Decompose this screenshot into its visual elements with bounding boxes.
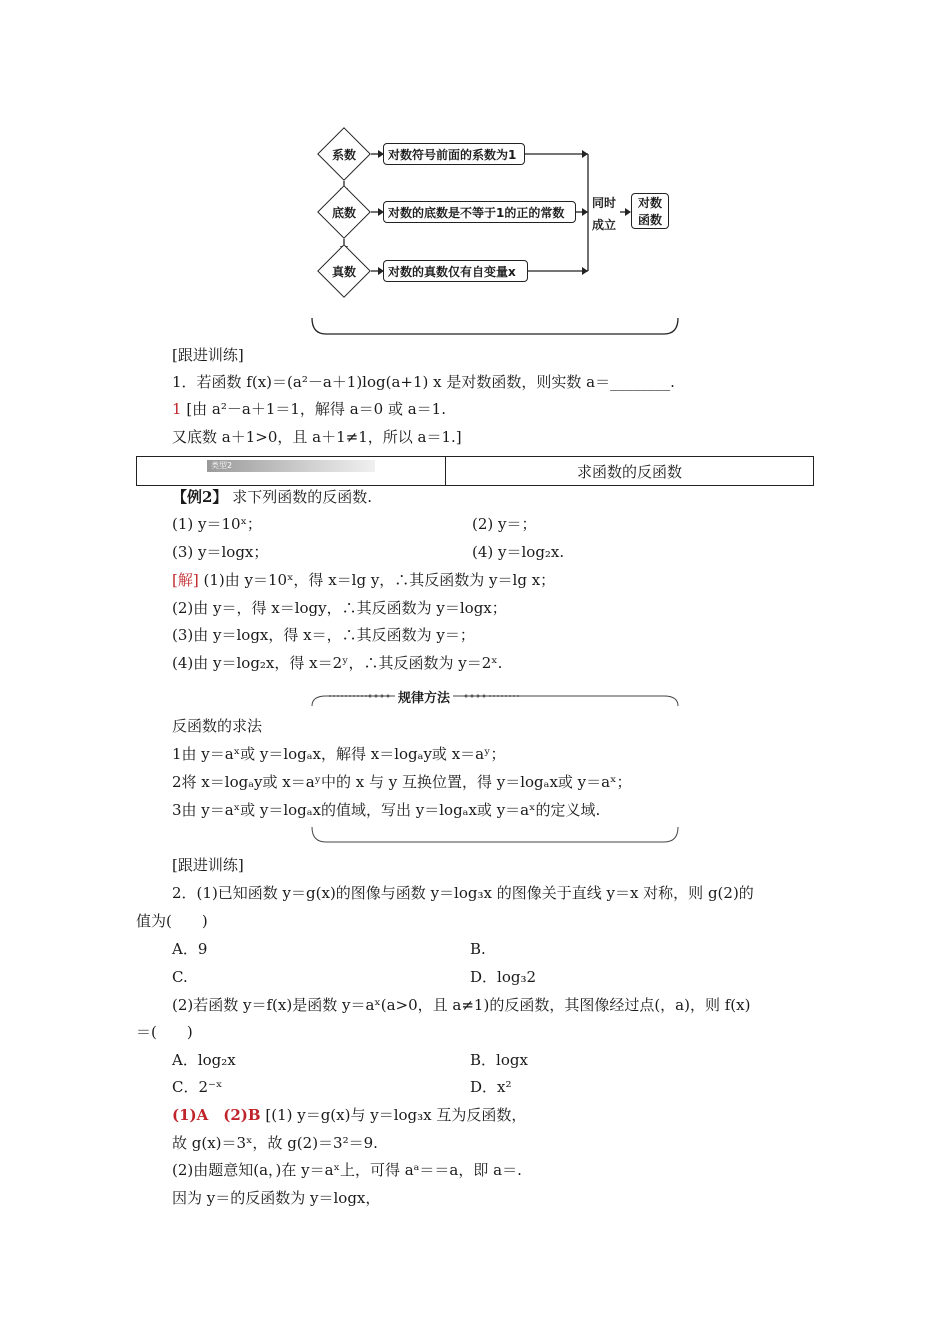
method-step-2: 2将 x＝logₐy或 x＝aʸ中的 x 与 y 互换位置，得 y＝logₐx或 y＝aˣ； (172, 773, 632, 791)
example2-part2: (2) y＝； (472, 515, 537, 533)
example2-part4: (4) y＝log₂x. (472, 543, 565, 561)
example2-label: 【例2】 (172, 488, 228, 506)
option2-c: C．2⁻ˣ (172, 1078, 223, 1096)
example2-prompt: 求下列函数的反函数. (227, 488, 372, 506)
flow-node-label: 底数 (331, 205, 356, 220)
flow-join-label-1: 同时 (592, 196, 617, 210)
flow-condition-1: 对数符号前面的系数为1 (383, 143, 525, 165)
solution-text-1: (1)由 y＝10ˣ，得 x＝lg y，∴其反函数为 y＝lg x； (198, 571, 556, 589)
solution-line3: (3)由 y＝logx，得 x＝，∴其反函数为 y＝； (172, 626, 475, 644)
type-tag: 类型2 (207, 460, 375, 472)
practice2-q1-line1: 2．(1)已知函数 y＝g(x)的图像与函数 y＝log₃x 的图像关于直线 y＝x 对称，则 g(2)的 (172, 884, 754, 902)
option-b: B. (470, 940, 486, 958)
practice1-answer-line2: 又底数 a＋1>0，且 a＋1≠1，所以 a＝1.] (172, 428, 462, 446)
solution-line4: (4)由 y＝log₂x，得 x＝2ʸ，∴其反函数为 y＝2ˣ. (172, 654, 503, 672)
practice2-answer-line2: 故 g(x)＝3ˣ，故 g(2)＝3²＝9. (172, 1134, 378, 1152)
practice2-answer-text: [(1) y＝g(x)与 y＝log₃x 互为反函数， (260, 1106, 527, 1124)
flow-join-label-2: 成立 (592, 218, 617, 232)
practice-header-2: [跟进训练] (172, 856, 244, 874)
example2-part1: (1) y＝10ˣ； (172, 515, 262, 533)
flow-condition-3: 对数的真数仅有自变量x (383, 260, 528, 282)
flow-result-line2: 函数 (637, 213, 662, 227)
option-c: C. (172, 968, 188, 986)
practice2-q2-line1: (2)若函数 y＝f(x)是函数 y＝aˣ(a>0，且 a≠1)的反函数，其图像经过点(，a)，则 f(x) (172, 996, 751, 1014)
practice2-answer-line4: 因为 y＝的反函数为 y＝logx， (172, 1189, 381, 1207)
flow-condition-2: 对数的底数是不等于1的正的常数 (383, 201, 576, 223)
practice2-q1-line2: 值为( ) (136, 912, 208, 930)
flow-node-label: 系数 (331, 147, 356, 162)
option2-b: B．logx (470, 1051, 528, 1069)
practice1-answer-text: [由 a²－a＋1＝1，解得 a＝0 或 a＝1. (181, 400, 446, 418)
method-banner: 规律方法 (395, 687, 453, 706)
example2-part3: (3) y＝logx； (172, 543, 269, 561)
practice-header-1: [跟进训练] (172, 346, 244, 364)
flow-result-line1: 对数 (637, 196, 662, 210)
practice2-answer-label: (1)A (2)B (172, 1106, 261, 1124)
option2-d: D．x² (470, 1078, 512, 1096)
practice2-answer-line3: (2)由题意知(a，)在 y＝aˣ上，可得 aᵃ＝＝a，即 a＝. (172, 1161, 522, 1179)
practice1-answer-number: 1 (172, 400, 182, 418)
option-a: A．9 (172, 940, 208, 958)
flow-node-label: 真数 (331, 264, 356, 279)
method-title: 反函数的求法 (172, 717, 263, 735)
practice2-answer-line1 (172, 1106, 526, 1124)
type-title: 求函数的反函数 (576, 462, 682, 481)
option-d: D．log₃2 (470, 968, 537, 986)
solution-label: [解] (172, 571, 199, 589)
practice2-q2-line2: ＝( ) (136, 1023, 193, 1041)
practice1-question: 1．若函数 f(x)＝(a²－a＋1)log(a+1) x 是对数函数，则实数 a＝________. (172, 373, 675, 391)
method-step-1: 1由 y＝aˣ或 y＝logₐx，解得 x＝logₐy或 x＝aʸ； (172, 745, 506, 763)
method-step-3: 3由 y＝aˣ或 y＝logₐx的值域，写出 y＝logₐx或 y＝aˣ的定义域. (172, 801, 601, 819)
option2-a: A．log₂x (172, 1051, 236, 1069)
solution-line2: (2)由 y＝，得 x＝logy，∴其反函数为 y＝logx； (172, 599, 507, 617)
